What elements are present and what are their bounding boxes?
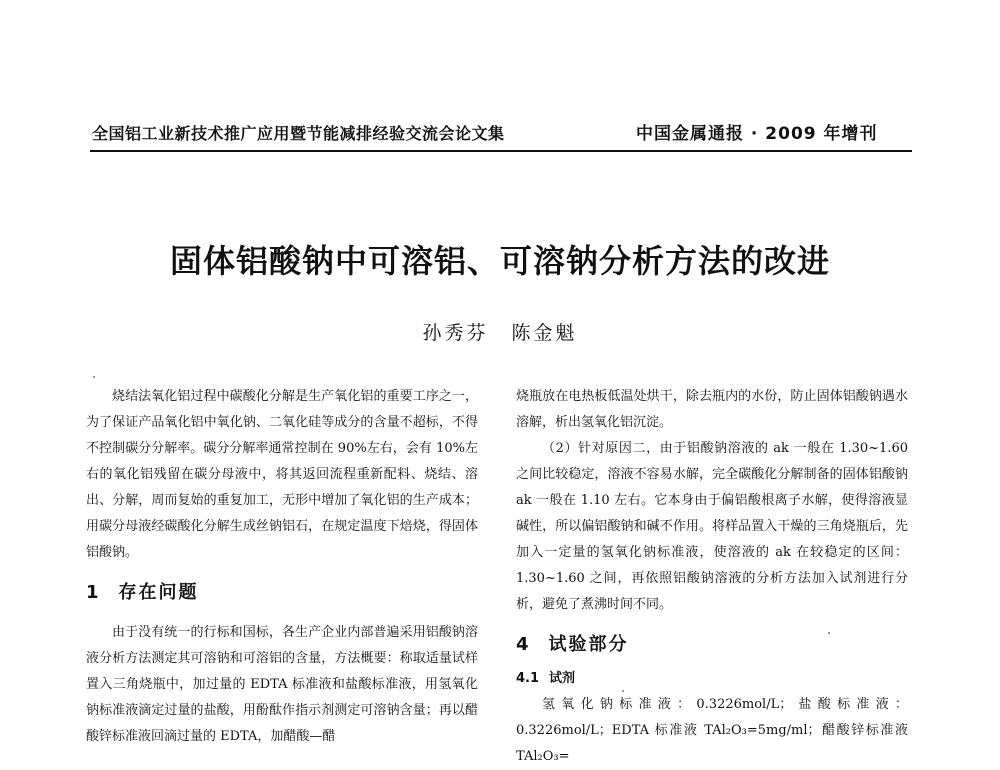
continued-paragraph: 烧瓶放在电热板低温处烘干，除去瓶内的水份，防止固体铝酸钠遇水溶解，析出氢氧化铝沉淀。 — [516, 389, 908, 430]
reagents-paragraph: 氢氧化钠标准液：0.3226mol/L；盐酸标准液：0.3226mol/L；EDTA 标准液 TAl₂O₃=5mg/ml；醋酸锌标准液 TAl₂O₃= — [516, 697, 908, 764]
subsection-number: 4.1 — [516, 671, 540, 686]
spacer — [86, 566, 478, 580]
left-column — [86, 384, 478, 750]
spacer — [86, 606, 478, 620]
spacer — [516, 618, 908, 632]
section-title: 试验部分 — [548, 634, 629, 655]
section-number: 4 — [516, 634, 531, 655]
subsection-heading-4-1 — [516, 666, 908, 692]
point2-paragraph: （2）针对原因二，由于铝酸钠溶液的 ak 一般在 1.30~1.60 之间比较稳定，溶液不容易水解，完全碳酸化分解制备的固体铝酸钠 ak 一般在 1.10 左右。它本身由于偏铝酸根离子水解，使得溶液显碱性，所以偏铝酸钠和碱不作用。将样品置入干燥的三角烧瓶后，先加入一定量的氢氧化钠标准液，使溶液的 ak 在较稳定的区间：1.30~1.60 之间，再依照铝酸钠溶液的分析方法加入试剂进行分析，避免了煮沸时间不同。 — [516, 441, 908, 612]
section-heading-1 — [86, 580, 478, 606]
section-number: 1 — [86, 582, 101, 603]
subsection-title: 试剂 — [549, 671, 576, 686]
section1-paragraph: 由于没有统一的行标和国标，各生产企业内部普遍采用铝酸钠溶液分析方法测定其可溶钠和可溶铝的含量，方法概要：称取适量试样置入三角烧瓶中，加过量的 EDTA 标准液和盐酸标准液，用氢氧化钠标准液滴定过量的盐酸，用酚酞作指示剂测定可溶钠含量；再以醋酸锌标准液回滴过量的 EDTA，加醋酸—醋 — [86, 625, 478, 744]
spacer — [516, 658, 908, 666]
intro-paragraph: 烧结法氧化铝过程中碳酸化分解是生产氧化铝的重要工序之一，为了保证产品氧化铝中氧化钠、二氧化硅等成分的含量不超标，不得不控制碳分分解率。碳分分解率通常控制在 90%左右，会有 10%左右的氧化铝残留在碳分母液中，将其返回流程重新配料、烧结、溶出、分解，周而复始的重复加工，无形中增加了氧化铝的生产成本；用碳分母液经碳酸化分解生成丝钠铝石，在规定温度下焙烧，得固体铝酸钠。 — [86, 389, 478, 560]
right-column — [516, 384, 908, 770]
running-header-left: 全国铝工业新技术推广应用暨节能减排经验交流会论文集 — [92, 124, 505, 143]
section-title: 存在问题 — [118, 582, 199, 603]
scan-speck — [93, 376, 95, 378]
running-header-right: 中国金属通报 · 2009 年增刊 — [636, 124, 878, 144]
paper-authors: 孙秀芬 陈金魁 — [422, 322, 578, 344]
paper-title: 固体铝酸钠中可溶铝、可溶钠分析方法的改进 — [169, 242, 830, 280]
header-rule — [90, 150, 912, 152]
section-heading-4 — [516, 632, 908, 658]
